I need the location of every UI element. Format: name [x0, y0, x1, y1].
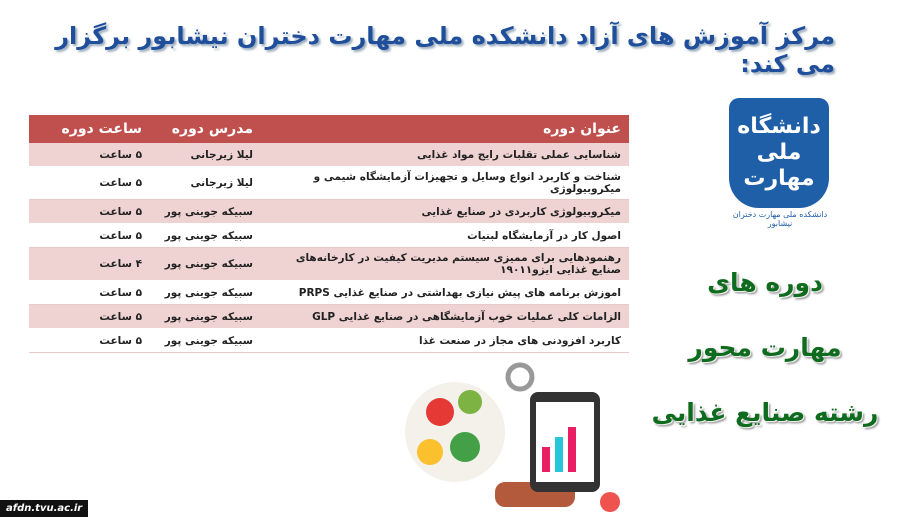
course-title: شناخت و کاربرد انواع وسایل و تجهیزات آزمایشگاه شیمی و میکروبیولوژی: [261, 167, 629, 200]
course-teacher: سبیکه جوینی پور: [150, 200, 261, 224]
course-teacher: سبیکه جوینی پور: [150, 281, 261, 305]
course-hours: ۵ ساعت: [29, 224, 150, 248]
course-teacher: سبیکه جوینی پور: [150, 329, 261, 353]
course-title: رهنمودهایی برای ممیزی سیستم مدیریت کیفیت در کارخانه‌های صنایع غذایی ایزو۱۹۰۱۱: [261, 248, 629, 281]
course-hours: ۵ ساعت: [29, 329, 150, 353]
header-teacher: مدرس دوره: [150, 115, 261, 143]
course-teacher: لیلا زیرجانی: [150, 167, 261, 200]
table-row: [29, 248, 629, 281]
site-url[interactable]: afdn.tvu.ac.ir: [0, 500, 88, 517]
table-row: [29, 224, 629, 248]
course-teacher: سبیکه جوینی پور: [150, 248, 261, 281]
university-logo: [729, 98, 829, 208]
logo-text: دانشگاه ملی مهارت: [737, 114, 821, 191]
table-row: [29, 143, 629, 167]
course-title: اصول کار در آزمایشگاه لبنیات: [261, 224, 629, 248]
header-title: عنوان دوره: [261, 115, 629, 143]
logo-subtitle: دانشکده ملی مهارت دختران نیشابور: [732, 210, 828, 228]
course-teacher: سبیکه جوینی پور: [150, 305, 261, 329]
table-row: [29, 167, 629, 200]
table-row: [29, 281, 629, 305]
course-hours: ۵ ساعت: [29, 143, 150, 167]
header-hours: ساعت دوره: [29, 115, 150, 143]
course-hours: ۵ ساعت: [29, 305, 150, 329]
side-heading-2: مهارت محور: [688, 333, 842, 362]
table-row: [29, 329, 629, 353]
course-teacher: لیلا زیرجانی: [150, 143, 261, 167]
course-hours: ۵ ساعت: [29, 200, 150, 224]
page-title: مرکز آموزش های آزاد دانشکده ملی مهارت دختران نیشابور برگزار می کند:: [55, 22, 835, 78]
courses-table: [29, 115, 629, 353]
side-heading-1: دوره های: [707, 268, 823, 297]
table-row: [29, 305, 629, 329]
course-hours: ۵ ساعت: [29, 167, 150, 200]
course-title: میکروبیولوژی کاربردی در صنایع غذایی: [261, 200, 629, 224]
course-title: اموزش برنامه های پیش نیازی بهداشتی در صنایع غذایی PRPS: [261, 281, 629, 305]
course-title: الزامات کلی عملیات خوب آزمایشگاهی در صنایع غذایی GLP: [261, 305, 629, 329]
course-teacher: سبیکه جوینی پور: [150, 224, 261, 248]
course-hours: ۵ ساعت: [29, 281, 150, 305]
course-title: شناسایی عملی تقلبات رایج مواد غذایی: [261, 143, 629, 167]
food-tech-illustration: [400, 352, 630, 512]
course-title: کاربرد افزودنی های مجاز در صنعت غذا: [261, 329, 629, 353]
course-hours: ۴ ساعت: [29, 248, 150, 281]
table-row: [29, 200, 629, 224]
table-header: [29, 115, 629, 143]
side-heading-3: رشته صنایع غذایی: [651, 398, 879, 427]
